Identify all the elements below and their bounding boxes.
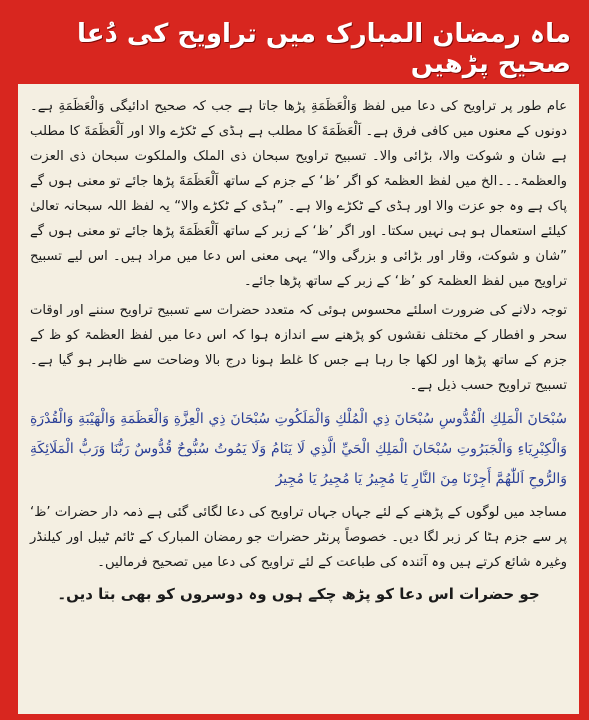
paragraph-attention: توجہ دلانے کی ضرورت اسلئے محسوس ہوئی کہ متعدد حضرات سے تسبیح تراویح سننے اور اوقات سحر و افطار کے مختلف نقشوں کو پڑھنے سے اندازہ ہوا کہ اس دعا میں لفظ العظمۃ کو ظ کے جزم کے ساتھ پڑھا اور لکھا جا رہا ہے جس کا غلط ہونا درج بالا وضاحت سے ظاہر ہو گیا ہے۔ تسبیح تراویح حسب ذیل ہے۔ (30, 303, 567, 393)
paragraph-intro: عام طور پر تراویح کی دعا میں لفظ وَالْعَظَمَةِ پڑھا جاتا ہے جب کہ صحیح ادائیگی وَالْعَظَمَةِ ہے۔ دونوں کے معنوں میں کافی فرق ہے۔ اَلْعَظَمَةَ کا مطلب ہے ہڈی کے ٹکڑے والا اور اَلْعَظَمَةَ کا مطلب ہے شان و شوکت والا، بڑائی والا۔ تسبیح تراویح سبحان ذی الملک والملکوت سبحان ذی العزت والعظمۃ۔۔۔الخ میں لفظ العظمۃ کو اگر ’ظ‘ کے جزم کے ساتھ اَلْعَظَمَةَ پڑھا جائے تو معنی ہوں گے پاک ہے وہ جو عزت والا اور ہڈی کے ٹکڑے والا ہے۔ ”ہڈی کے ٹکڑے والا“ یہ لفظ اللہ سبحانہ تعالیٰ کیلئے استعمال ہو ہی نہیں سکتا۔ اور اگر ’ظ‘ کے زبر کے ساتھ اَلْعَظَمَةَ پڑھا جائے تو معنی ہوں گے ”شان و شوکت، وقار اور بڑائی و بزرگی والا“ یہی معنی اس دعا میں مراد ہیں۔ اس لیے تسبیح تراویح میں لفظ العظمۃ کو ’ظ‘ کے زبر کے ساتھ پڑھا جائے۔ (30, 99, 567, 289)
closing-line: جو حضرات اس دعا کو پڑھ چکے ہوں وہ دوسروں کو بھی بتا دیں۔ (57, 585, 540, 603)
headline: ماہ رمضان المبارک میں تراویح کی دُعا صحیح پڑھیں (76, 19, 571, 79)
paragraph-request: مساجد میں لوگوں کے پڑھنے کے لئے جہاں جہاں تراویح کی دعا لگائی گئی ہے ذمہ دار حضرات ’ظ‘ پر سے جزم ہٹا کر زبر لگا دیں۔ خصوصاً پرنٹر حضرات جو رمضان المبارک کے ٹائم ٹیبل اور کیلنڈر وغیرہ شائع کرتے ہیں وہ آئندہ کی طباعت کے لئے تراویح کی دعا میں تصحیح فرمالیں۔ (30, 505, 567, 570)
article-body (18, 84, 579, 714)
tasbeeh-text: سُبْحَانَ الْمَلِكِ الْقُدُّوسِ سُبْحَانَ ذِي الْمُلْكِ وَالْمَلَكُوتِ سُبْحَانَ ذِي الْعِزَّةِ وَالْعَظَمَةِ وَالْهَيْبَةِ وَالْقُدْرَةِ وَالْكِبْرِيَاءِ وَالْجَبَرُوتِ سُبْحَانَ الْمَلِكِ الْحَيِّ الَّذِي لَا يَنَامُ وَلَا يَمُوتُ سُبُّوحٌ قُدُّوسٌ رَبُّنَا وَرَبُّ الْمَلَائِكَةِ وَالرُّوحِ اَللّٰهُمَّ أَجِرْنَا مِنَ النَّارِ يَا مُجِيرُ يَا مُجِيرُ يَا مُجِيرُ (30, 411, 567, 487)
page-frame (8, 6, 581, 714)
